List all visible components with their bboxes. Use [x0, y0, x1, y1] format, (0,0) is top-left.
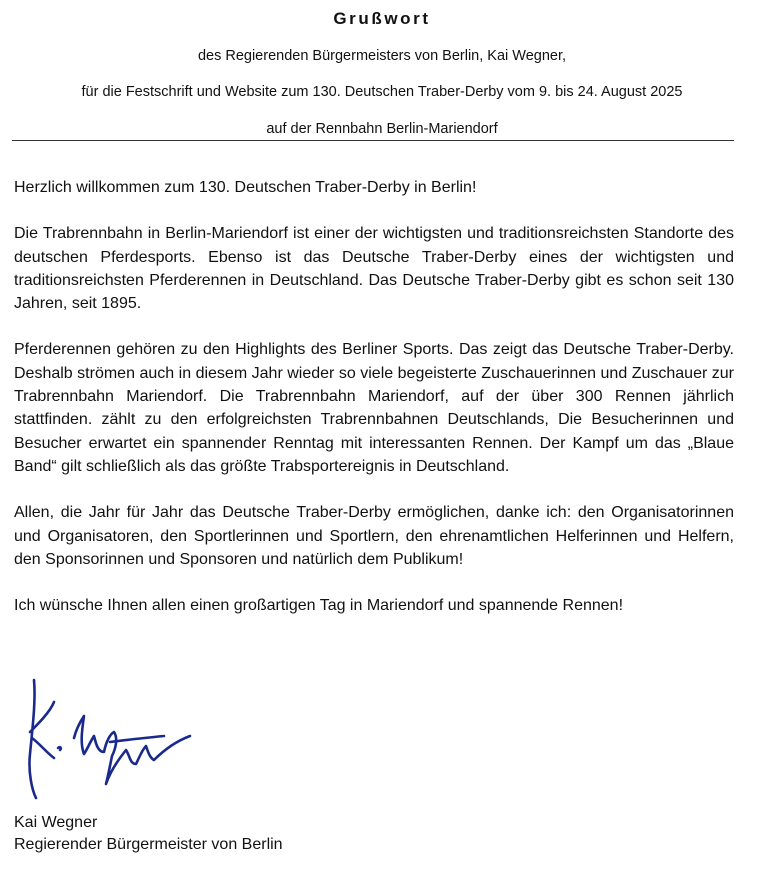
letter-header — [0, 0, 764, 139]
signatory-name: Kai Wegner — [14, 814, 98, 831]
signature-stroke-k — [29, 680, 54, 798]
body-paragraph-1: Die Trabrennbahn in Berlin-Mariendorf ist einer der wichtigsten und traditionsreichsten Standorte des deutschen Pferdesports. Ebenso ist das Deutsche Traber-Derby eines der wichtigsten und traditionsreichsten Pferderennen in Deutschland. Das Deutsche Traber-Derby gibt es schon seit 130 Jahren, seit 1895. — [14, 225, 734, 313]
header-line-venue: auf der Rennbahn Berlin-Mariendorf — [266, 121, 498, 137]
handwritten-signature — [14, 672, 204, 812]
closing-paragraph: Ich wünsche Ihnen allen einen großartigen Tag in Mariendorf und spannende Rennen! — [14, 597, 624, 615]
body-paragraph-2: Pferderennen gehören zu den Highlights des Berliner Sports. Das zeigt das Deutsche Traber-Derby. Deshalb strömen auch in diesem Jahr wieder so viele begeisterte Zuschauerinnen und Zuschauer zur Trabrennbahn Mariendorf. Die Trabrennbahn Mariendorf, auf der über 300 Rennen jährlich stattfinden. zählt zu den erfolgreichsten Trabrennbahnen Deutschlands, Die Besucherinnen und Besucher erwartet ein spannender Renntag mit interessanten Rennen. Der Kampf um das „Blaue Band“ gilt schließlich als das größte Trabsportereignis in Deutschland. — [14, 341, 734, 475]
signatory-role: Regierender Bürgermeister von Berlin — [14, 836, 283, 853]
body-paragraph-3: Allen, die Jahr für Jahr das Deutsche Traber-Derby ermöglichen, danke ich: den Organisatorinnen und Organisatoren, den Sportlerinnen und Sportlern, den ehrenamtlichen Helferinnen und Helfern, den Sponsorinnen und Sponsoren und natürlich dem Publikum! — [14, 504, 734, 568]
greeting-paragraph: Herzlich willkommen zum 130. Deutschen Traber-Derby in Berlin! — [14, 179, 477, 196]
signature-stroke-dot — [58, 747, 61, 750]
document-title: Grußwort — [333, 9, 431, 28]
signature-stroke-flourish — [110, 736, 164, 742]
letter-body — [14, 176, 734, 640]
signature-stroke-name — [74, 716, 190, 784]
header-line-occasion: für die Festschrift und Website zum 130. Deutschen Traber-Derby vom 9. bis 24. August 2025 — [81, 84, 683, 100]
header-line-author: des Regierenden Bürgermeisters von Berlin, Kai Wegner, — [197, 48, 567, 64]
header-divider — [12, 140, 734, 141]
